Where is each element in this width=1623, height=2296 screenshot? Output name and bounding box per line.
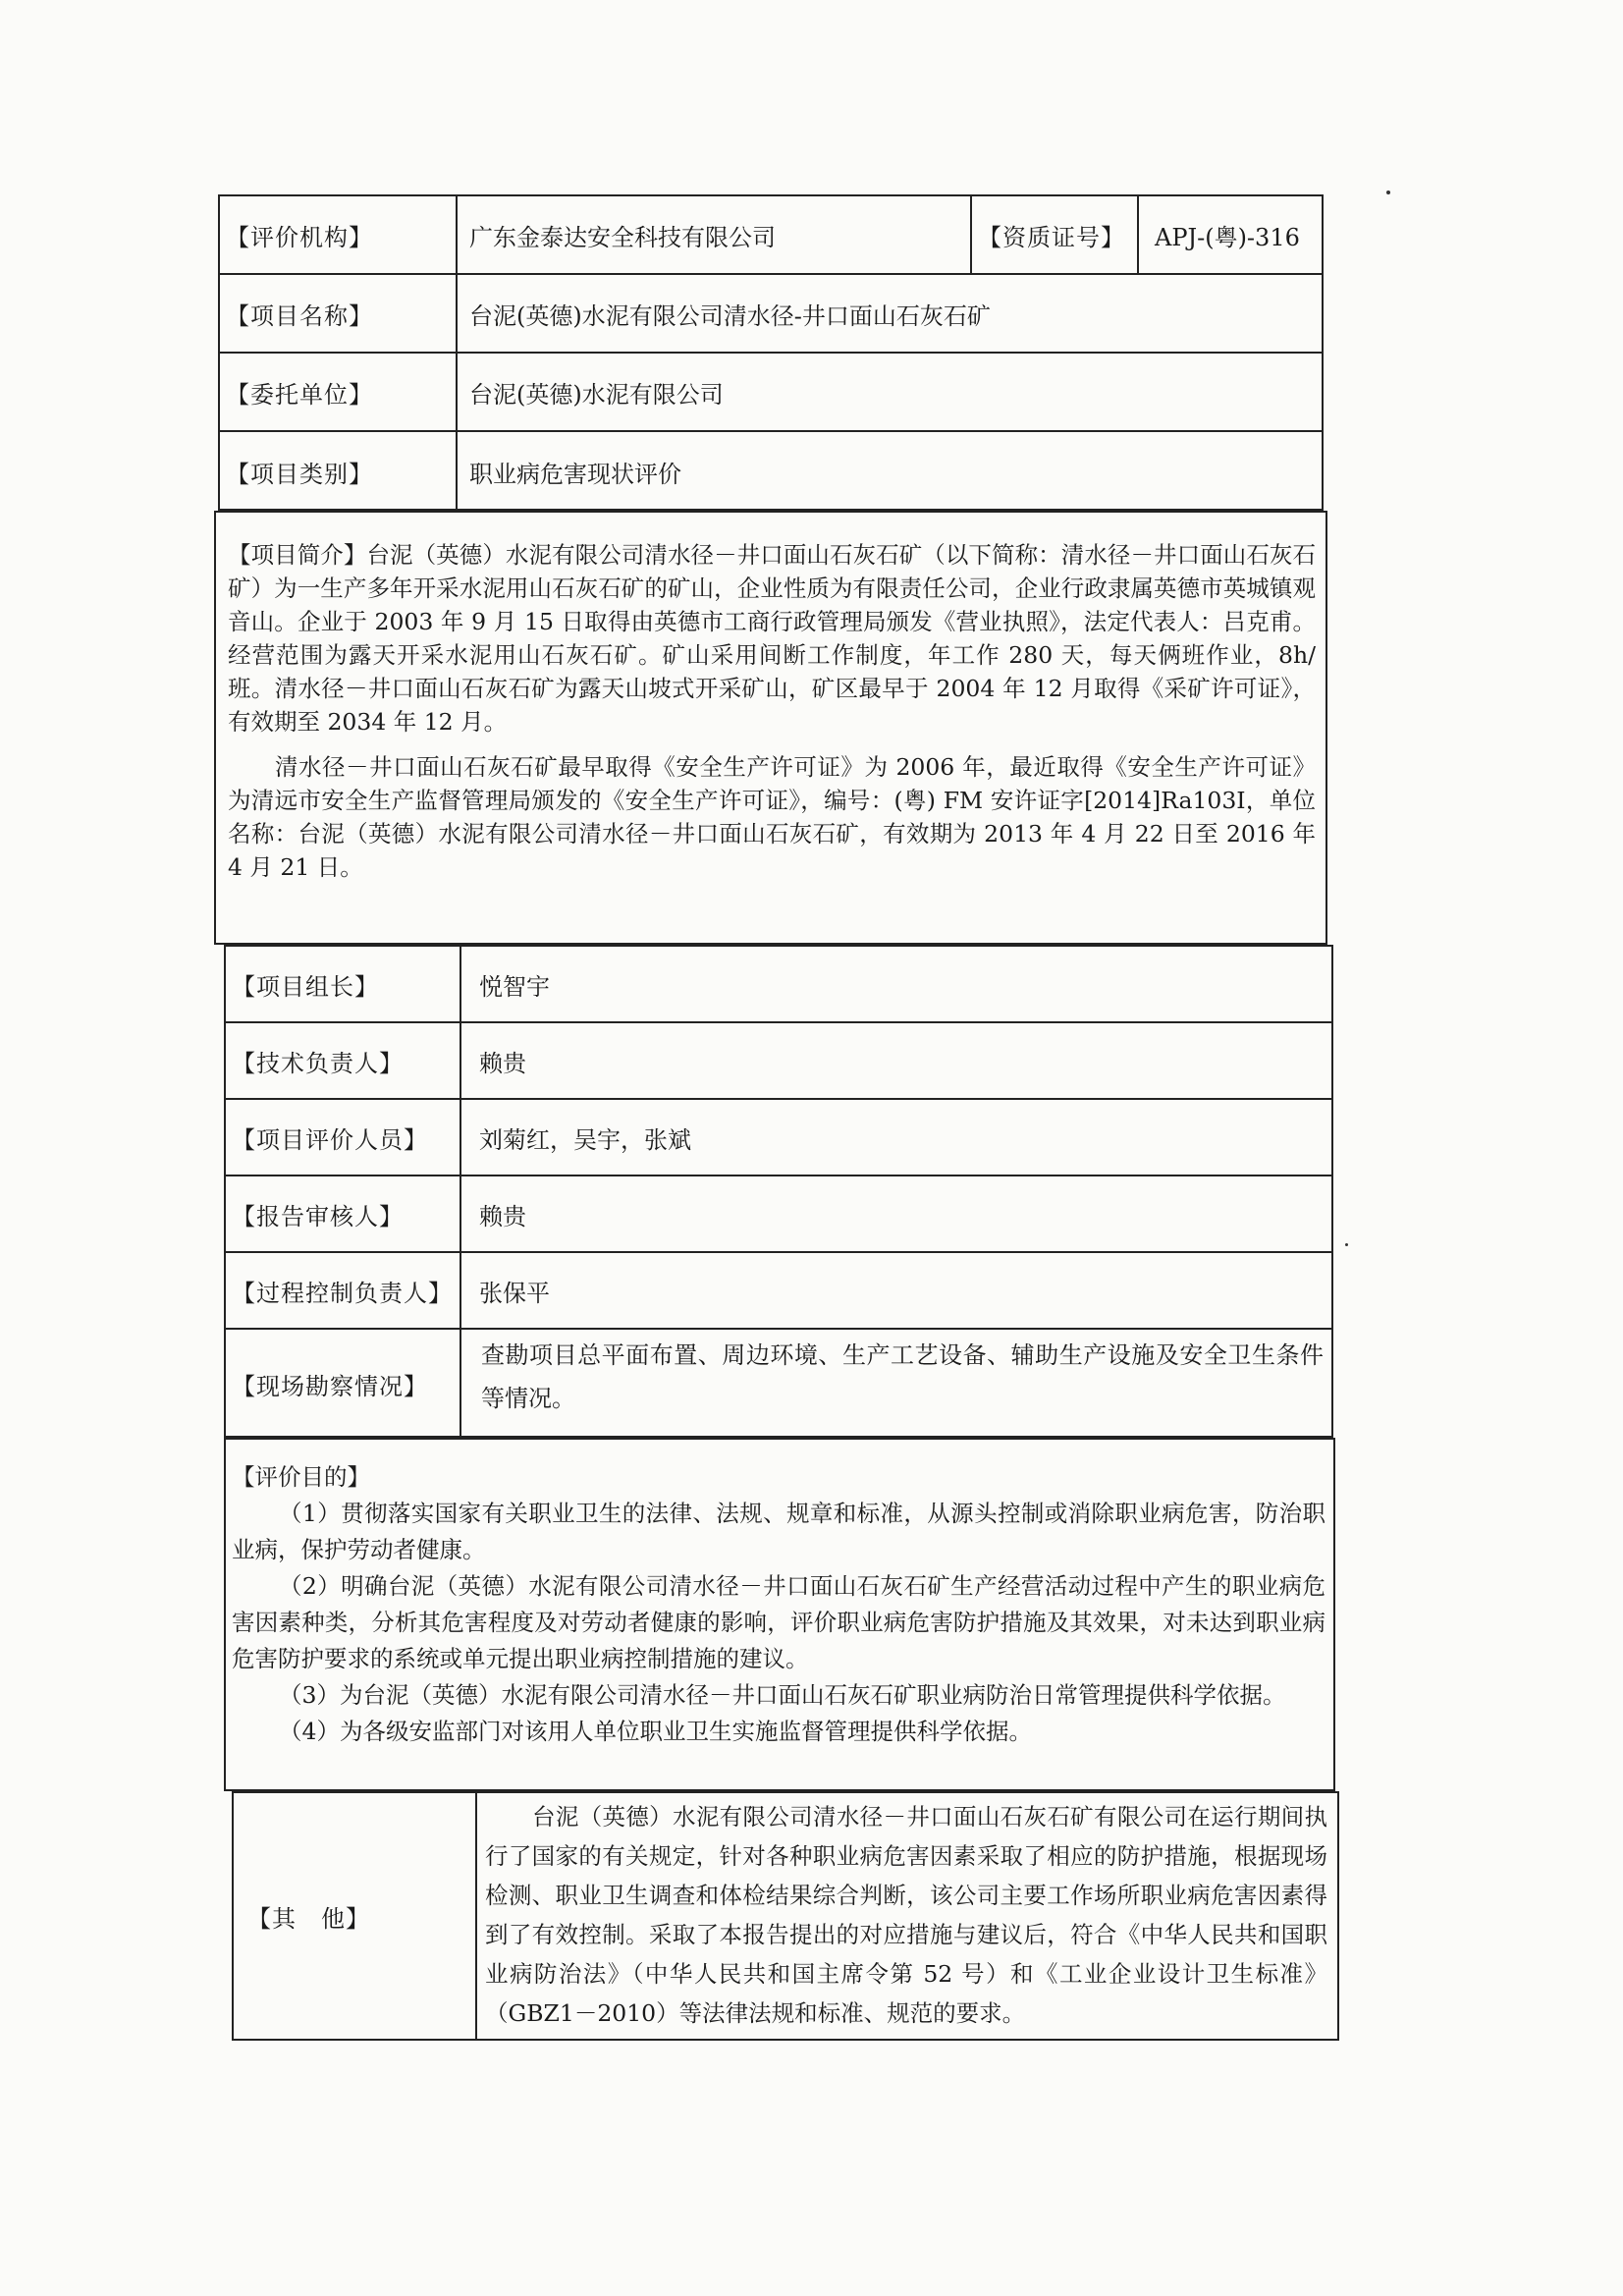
purpose-item-1: （1）贯彻落实国家有关职业卫生的法律、法规、规章和标准，从源头控制或消除职业病危害，防治职业病，保护劳动者健康。 bbox=[232, 1500, 1325, 1563]
intro-paragraph-1: 【项目简介】台泥（英德）水泥有限公司清水径－井口面山石灰石矿（以下简称：清水径－井口面山石灰石矿）为一生产多年开采水泥用山石灰石矿的矿山，企业性质为有限责任公司，企业行政隶属英德市英城镇观音山。企业于 2003 年 9 月 15 日取得由英德市工商行政管理局颁发《营业执照》，法定代表人：吕克甫。经营范围为露天开采水泥用山石灰石矿。矿山采用间断工作制度，年工作 280 天，每天俩班作业，8h/班。清水径－井口面山石灰石矿为露天山坡式开采矿山，矿区最早于 2004 年 12 月取得《采矿许可证》，有效期至 2034 年 12 月。 bbox=[228, 541, 1316, 736]
process-control-value: 张保平 bbox=[479, 1279, 550, 1307]
evaluators-label: 【项目评价人员】 bbox=[232, 1125, 428, 1154]
scan-speck bbox=[1345, 1243, 1348, 1246]
purpose-item-2: （2）明确台泥（英德）水泥有限公司清水径－井口面山石灰石矿生产经营活动过程中产生的职业病危害因素种类，分析其危害程度及对劳动者健康的影响，评价职业病危害防护措施及其效果，对未达到职业病危害防护要求的系统或单元提出职业病控制措施的建议。 bbox=[232, 1572, 1325, 1672]
tech-lead-label: 【技术负责人】 bbox=[232, 1049, 404, 1077]
team-leader-label: 【项目组长】 bbox=[232, 972, 379, 1001]
site-survey-value: 查勘项目总平面布置、周边环境、生产工艺设备、辅助生产设施及安全卫生条件等情况。 bbox=[481, 1341, 1324, 1412]
eval-org-value: 广东金泰达安全科技有限公司 bbox=[469, 223, 776, 251]
category-value: 职业病危害现状评价 bbox=[469, 460, 681, 488]
eval-org-label: 【评价机构】 bbox=[226, 223, 373, 251]
client-value: 台泥(英德)水泥有限公司 bbox=[469, 380, 724, 409]
process-control-label: 【过程控制负责人】 bbox=[232, 1279, 453, 1307]
intro-text bbox=[228, 538, 1316, 884]
scan-speck bbox=[1386, 191, 1390, 194]
reviewer-label: 【报告审核人】 bbox=[232, 1202, 404, 1230]
cert-no-label: 【资质证号】 bbox=[978, 223, 1125, 251]
purpose-heading: 【评价目的】 bbox=[232, 1463, 370, 1491]
category-label: 【项目类别】 bbox=[226, 460, 373, 488]
site-survey-label: 【现场勘察情况】 bbox=[232, 1372, 428, 1400]
purpose-text bbox=[232, 1459, 1325, 1750]
reviewer-value: 赖贵 bbox=[479, 1202, 526, 1230]
project-name-label: 【项目名称】 bbox=[226, 301, 373, 330]
cert-no-value: APJ-(粤)-316 bbox=[1155, 223, 1300, 251]
purpose-item-4: （4）为各级安监部门对该用人单位职业卫生实施监督管理提供科学依据。 bbox=[279, 1718, 1032, 1745]
team-leader-value: 悦智宇 bbox=[479, 972, 550, 1001]
tech-lead-value: 赖贵 bbox=[479, 1049, 526, 1077]
purpose-item-3: （3）为台泥（英德）水泥有限公司清水径－井口面山石灰石矿职业病防治日常管理提供科学依据。 bbox=[279, 1681, 1286, 1709]
client-label: 【委托单位】 bbox=[226, 380, 373, 409]
other-text: 台泥（英德）水泥有限公司清水径－井口面山石灰石矿有限公司在运行期间执行了国家的有关规定，针对各种职业病危害因素采取了相应的防护措施，根据现场检测、职业卫生调查和体检结果综合判断，该公司主要工作场所职业病危害因素得到了有效控制。采取了本报告提出的对应措施与建议后，符合《中华人民共和国职业病防治法》（中华人民共和国主席令第 52 号）和《工业企业设计卫生标准》（GBZ1－2010）等法律法规和标准、规范的要求。 bbox=[485, 1803, 1327, 2027]
project-name-value: 台泥(英德)水泥有限公司清水径-井口面山石灰石矿 bbox=[469, 301, 991, 330]
evaluators-value: 刘菊红，吴宇，张斌 bbox=[479, 1125, 691, 1154]
intro-paragraph-2: 清水径－井口面山石灰石矿最早取得《安全生产许可证》为 2006 年，最近取得《安全生产许可证》为清远市安全生产监督管理局颁发的《安全生产许可证》，编号：(粤) FM 安许证字[2014]Ra103I，单位名称：台泥（英德）水泥有限公司清水径－井口面山石灰石矿，有效期为 2013 年 4 月 22 日至 2016 年 4 月 21 日。 bbox=[228, 753, 1316, 881]
other-label: 【其 他】 bbox=[247, 1904, 370, 1933]
